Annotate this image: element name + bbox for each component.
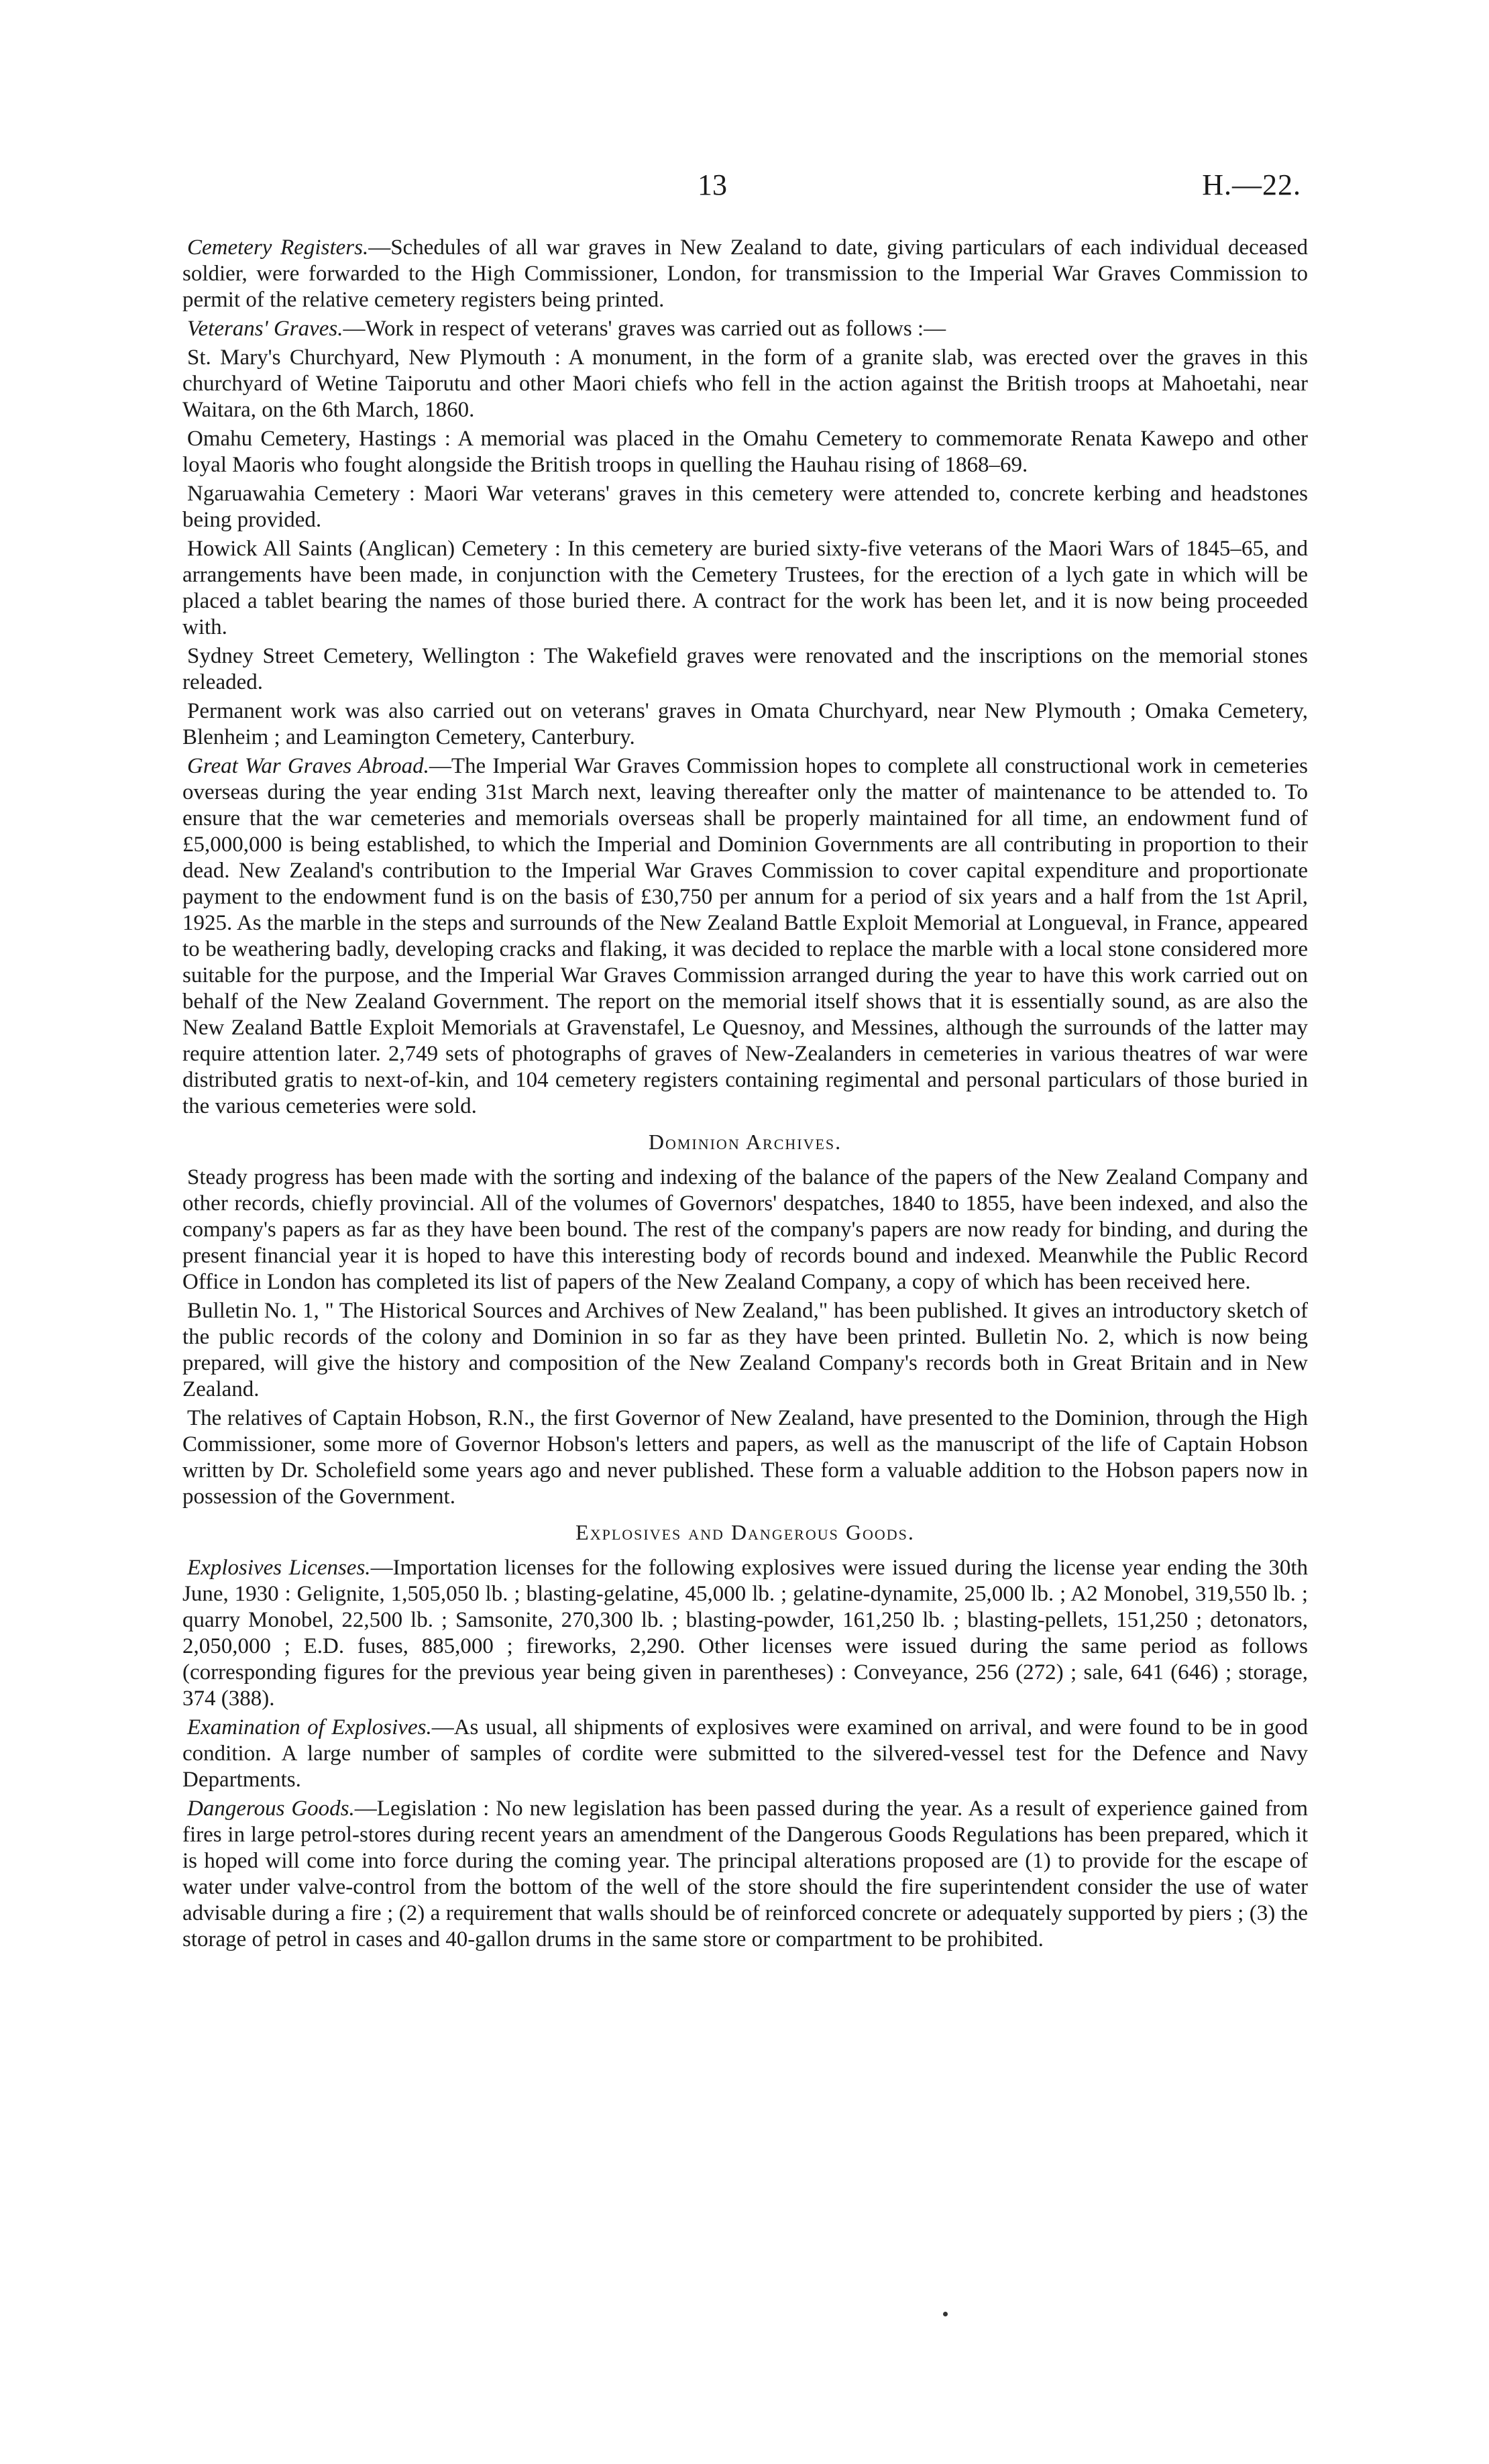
paragraph-lead: Cemetery Registers.: [187, 235, 369, 260]
paragraph-sydney-street: Sydney Street Cemetery, Wellington : The Wakefield graves were renovated and the inscriptions on the memorial stones releaded.: [182, 644, 1308, 694]
ink-speck: [943, 2312, 948, 2316]
paragraph-text: —Schedules of all war graves in New Zealand to date, giving particulars of each individual deceased soldier, were forwarded to the High Commissioner, London, for transmission to the Imperial War Graves Commission to permit of the relative cemetery registers being printed.: [182, 235, 1308, 312]
page-number: 13: [698, 168, 727, 201]
section-heading-dominion-archives: Dominion Archives.: [648, 1130, 842, 1154]
paragraph-text: —Work in respect of veterans' graves was carried out as follows :—: [343, 317, 946, 341]
paragraph-permanent-work: Permanent work was also carried out on veterans' graves in Omata Churchyard, near New Plymouth ; Omaka Cemetery, Blenheim ; and Leamington Cemetery, Canterbury.: [182, 699, 1308, 749]
paragraph-archives-bulletin: Bulletin No. 1, " The Historical Sources and Archives of New Zealand," has been published. It gives an introductory sketch of the public records of the colony and Dominion in so far as they have been printed. Bulletin No. 2, which is now being prepared, will give the history and composition of the New Zealand Company's records both in Great Britain and in New Zealand.: [182, 1299, 1308, 1401]
paragraph-lead: Dangerous Goods.: [187, 1797, 355, 1821]
paragraph-text: —Legislation : No new legislation has been passed during the year. As a result of experience gained from fires in large petrol-stores during recent years an amendment of the Dangerous Goods Regulations has been prepared, which it is hoped will come into force during the coming year. The principal alterations proposed are (1) to provide for the escape of water under valve-control from the bottom of the well of the store should the fire superintendent consider the use of water advisable during a fire ; (2) a requirement that walls should be of reinforced concrete or adequately supported by piers ; (3) the storage of petrol in cases and 40-gallon drums in the same store or compartment to be prohibited.: [182, 1797, 1308, 1951]
section-heading-explosives: Explosives and Dangerous Goods.: [575, 1520, 915, 1544]
paragraph-dangerous-goods: [182, 1796, 1308, 1953]
paragraph-lead: Veterans' Graves.: [187, 317, 343, 341]
paragraph-text: —As usual, all shipments of explosives were examined on arrival, and were found to be in good condition. A large number of samples of cordite were submitted to the silvered-vessel test for the Defence and Navy Departments.: [182, 1715, 1308, 1792]
paragraph-archives-progress: Steady progress has been made with the sorting and indexing of the balance of the papers of the New Zealand Company and other records, chiefly provincial. All of the volumes of Governors' despatches, 1840 to 1855, have been indexed, and also the company's papers as far as they have been bound. The rest of the company's papers are now ready for binding, and during the present financial year it is hoped to have this interesting body of records bound and indexed. Meanwhile the Public Record Office in London has completed its list of papers of the New Zealand Company, a copy of which has been received here.: [182, 1165, 1308, 1294]
paragraph-ngaruawahia: Ngaruawahia Cemetery : Maori War veterans' graves in this cemetery were attended to, concrete kerbing and headstones being provided.: [182, 482, 1308, 532]
paragraph-great-war-graves: [182, 753, 1308, 1120]
paragraph-lead: Great War Graves Abroad.: [187, 754, 429, 778]
paragraph-explosives-licenses: [182, 1555, 1308, 1712]
paragraph-omahu: Omahu Cemetery, Hastings : A memorial was placed in the Omahu Cemetery to commemorate Renata Kawepo and other loyal Maoris who fought alongside the British troops in quelling the Hauhau rising of 1868–69.: [182, 427, 1308, 477]
page-header: [0, 168, 1489, 208]
body-text: [182, 235, 1308, 1956]
document-reference: H.—22.: [1202, 168, 1301, 201]
paragraph-examination: [182, 1715, 1308, 1793]
paragraph-lead: Explosives Licenses.: [187, 1556, 371, 1580]
paragraph-archives-hobson: The relatives of Captain Hobson, R.N., the first Governor of New Zealand, have presented to the Dominion, through the High Commissioner, some more of Governor Hobson's letters and papers, as well as the manuscript of the life of Captain Hobson written by Dr. Scholefield some years ago and never published. These form a valuable addition to the Hobson papers now in possession of the Government.: [182, 1406, 1308, 1509]
paragraph-text: —Importation licenses for the following explosives were issued during the license year ending the 30th June, 1930 : Gelignite, 1,505,050 lb. ; blasting-gelatine, 45,000 lb. ; gelatine-dynamite, 25,000 lb. ; A2 Monobel, 319,550 lb. ; quarry Monobel, 22,500 lb. ; Samsonite, 270,300 lb. ; blasting-powder, 161,250 lb. ; blasting-pellets, 151,250 ; detonators, 2,050,000 ; E.D. fuses, 885,000 ; fireworks, 2,290. Other licenses were issued during the same period as follows (corresponding figures for the previous year being given in parentheses) : Conveyance, 256 (272) ; sale, 641 (646) ; storage, 374 (388).: [182, 1556, 1308, 1711]
paragraph-howick: Howick All Saints (Anglican) Cemetery : In this cemetery are buried sixty-five veterans of the Maori Wars of 1845–65, and arrangements have been made, in conjunction with the Cemetery Trustees, for the erection of a lych gate in which will be placed a tablet bearing the names of those buried there. A contract for the work has been let, and it is now being proceeded with.: [182, 537, 1308, 639]
paragraph-cemetery-registers: [182, 235, 1308, 313]
paragraph-text: —The Imperial War Graves Commission hopes to complete all constructional work in cemeteries overseas during the year ending 31st March next, leaving thereafter only the matter of maintenance to be attended to. To ensure that the war cemeteries and memorials overseas shall be properly maintained for all time, an endowment fund of £5,000,000 is being established, to which the Imperial and Dominion Governments are all contributing in proportion to their dead. New Zealand's contribution to the Imperial War Graves Commission to cover capital expenditure and proportionate payment to the endowment fund is on the basis of £30,750 per annum for a period of six years and a half from the 1st April, 1925. As the marble in the steps and surrounds of the New Zealand Battle Exploit Memorial at Longueval, in France, appeared to be weathering badly, developing cracks and flaking, it was decided to replace the marble with a local stone considered more suitable for the purpose, and the Imperial War Graves Commission arranged during the year to have this work carried out on behalf of the New Zealand Government. The report on the memorial itself shows that it is essentially sound, as are also the New Zealand Battle Exploit Memorials at Gravenstafel, Le Quesnoy, and Messines, although the surrounds of the latter may require attention later. 2,749 sets of photographs of graves of New-Zealanders in cemeteries in various theatres of war were distributed gratis to next-of-kin, and 104 cemetery registers containing regimental and personal particulars of those buried in the various cemeteries were sold.: [182, 754, 1308, 1118]
paragraph-st-marys: St. Mary's Churchyard, New Plymouth : A monument, in the form of a granite slab, was erected over the graves in this churchyard of Wetine Taiporutu and other Maori chiefs who fell in the action against the British troops at Mahoetahi, near Waitara, on the 6th March, 1860.: [182, 345, 1308, 422]
paragraph-veterans-graves: [182, 316, 1308, 342]
paragraph-lead: Examination of Explosives.: [187, 1715, 432, 1739]
